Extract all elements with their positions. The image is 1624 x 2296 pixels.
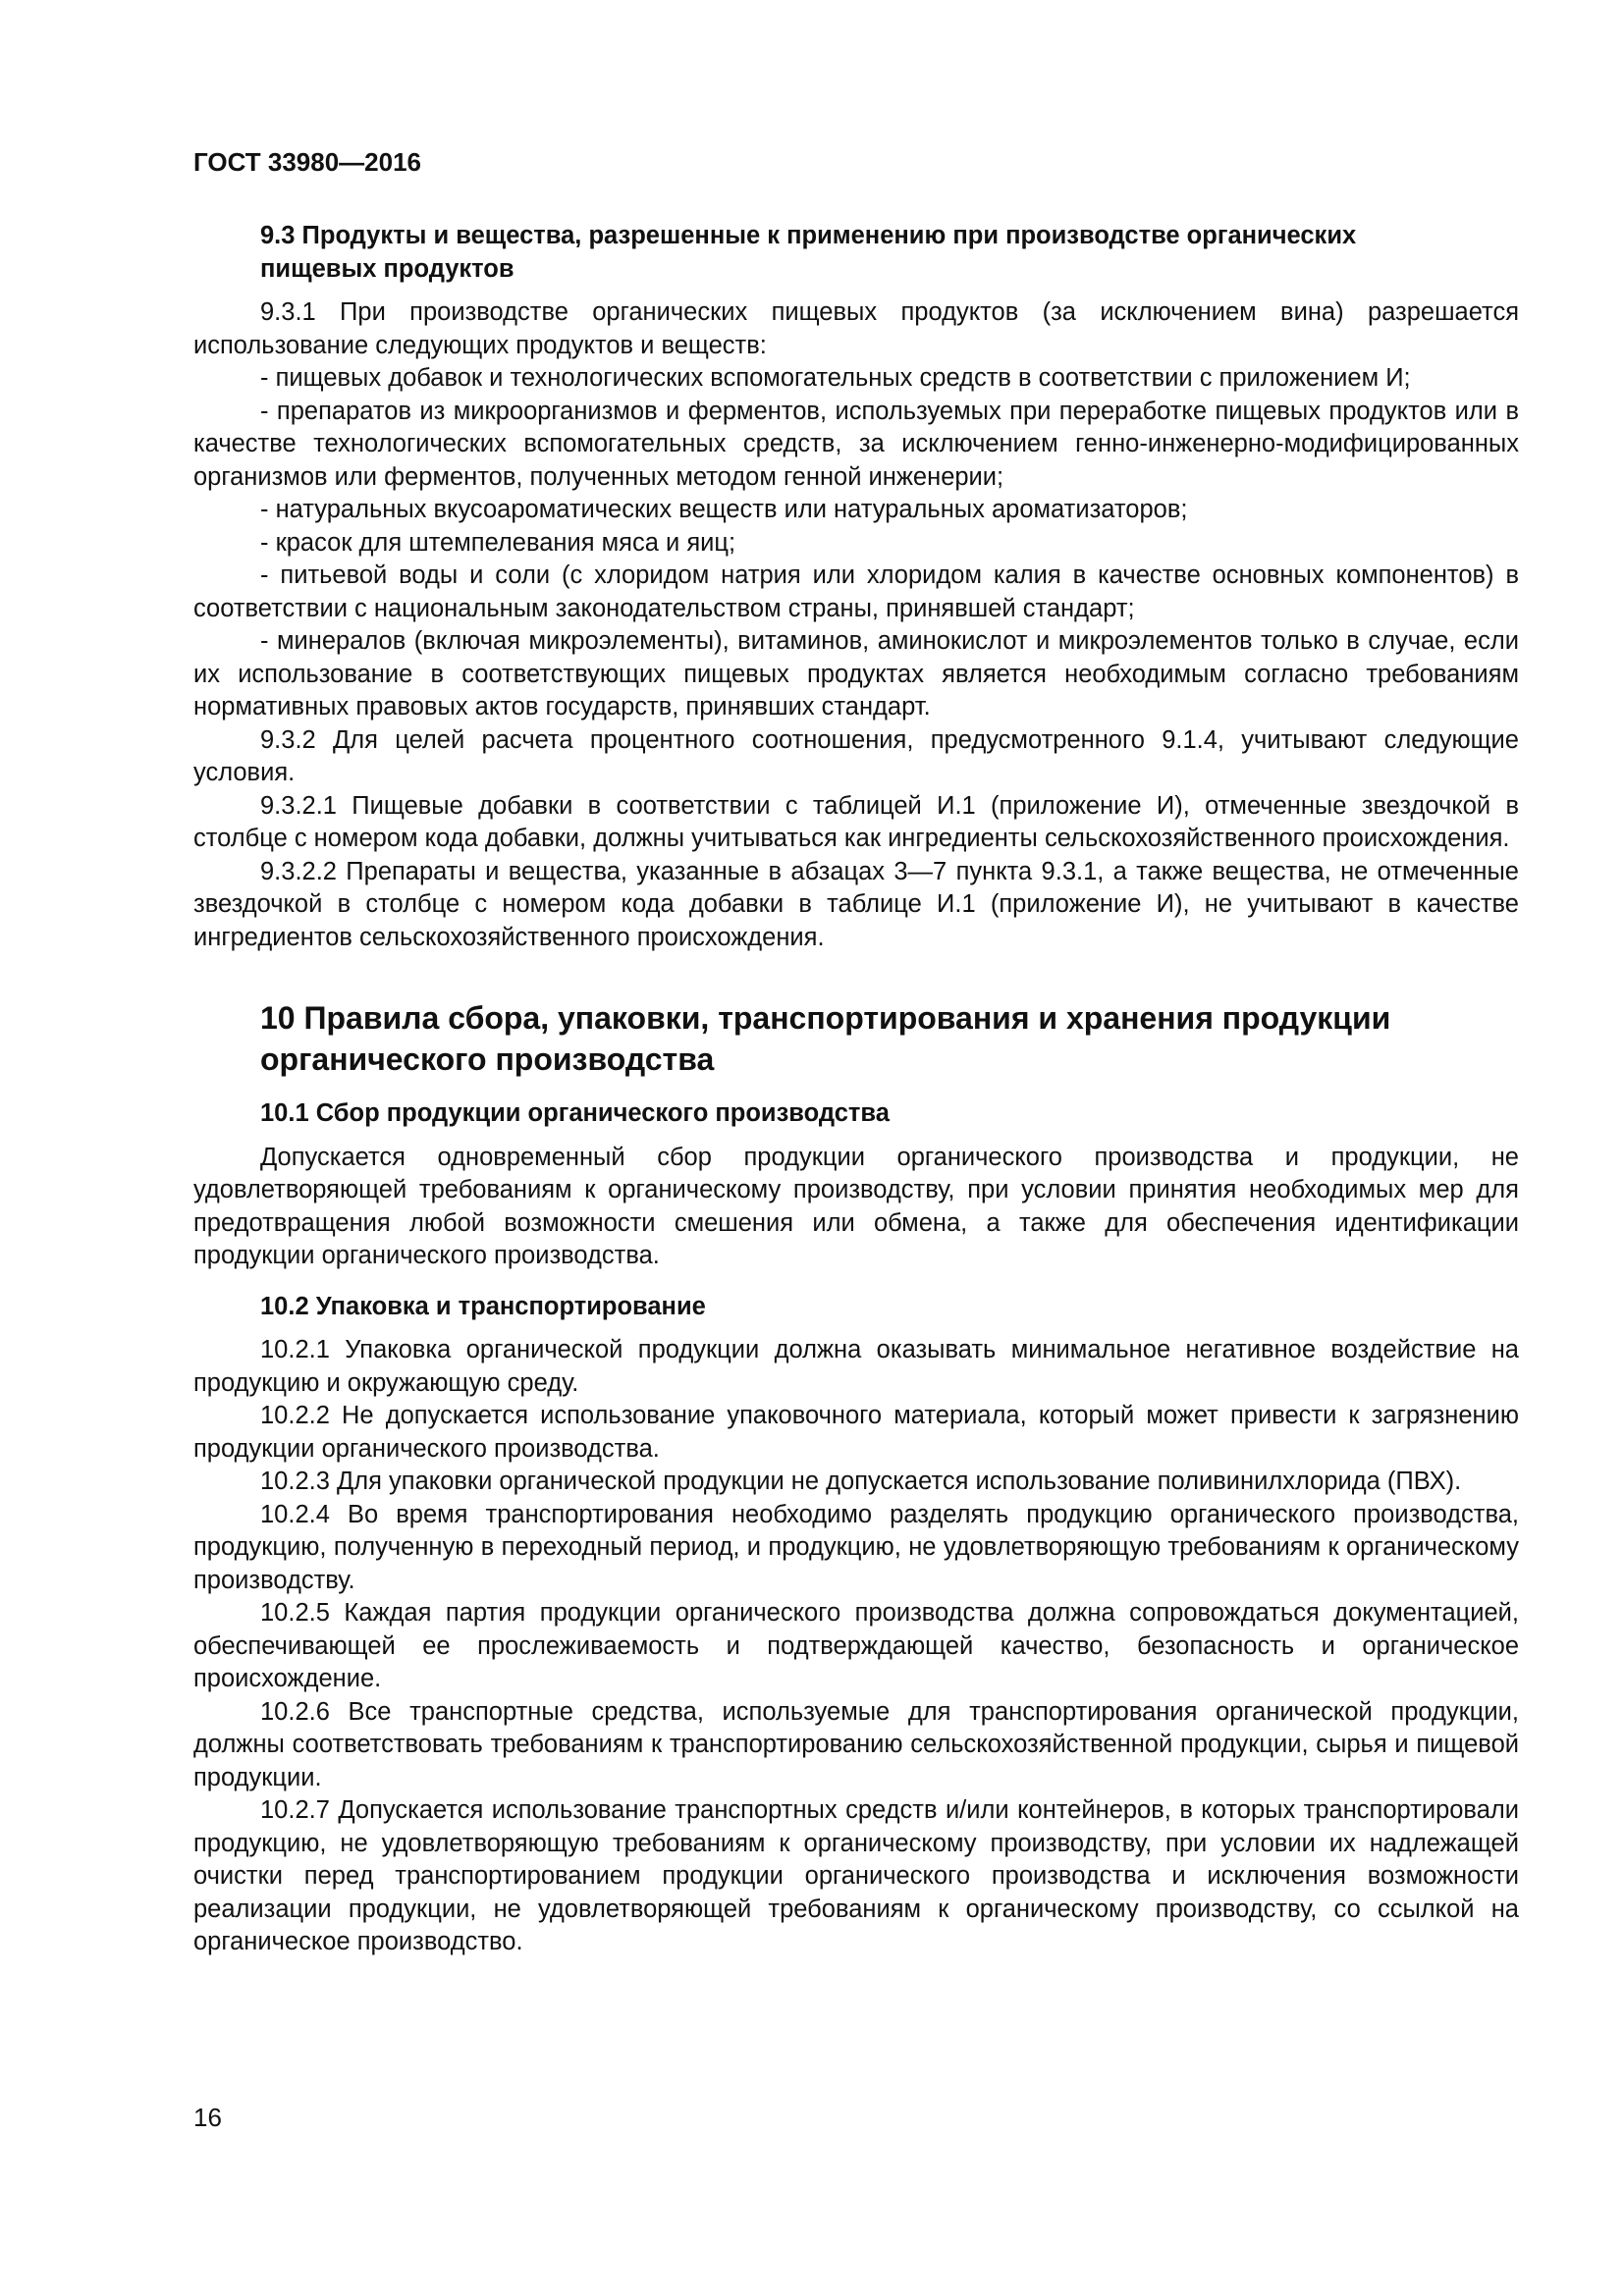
- section-10-1-title: 10.1 Сбор продукции органического производства: [260, 1099, 890, 1127]
- list-item: - пищевых добавок и технологических вспомогательных средств в соответствии с приложением И;: [260, 364, 1411, 392]
- list-item: - минералов (включая микроэлементы), витаминов, аминокислот и микроэлементов только в случае, если их использование в соответствующих пищевых продуктах является необходимым согласно требованиям нормативных правовых актов государств, принявших стандарт.: [193, 627, 1519, 721]
- list-item: - питьевой воды и соли (с хлоридом натрия или хлоридом калия в качестве основных компонентов) в соответствии с национальным законодательством страны, принявшей стандарт;: [193, 561, 1519, 622]
- section-10-title: 10 Правила сбора, упаковки, транспортирования и хранения продукции органического производства: [260, 1000, 1391, 1077]
- paragraph-10-2-5: 10.2.5 Каждая партия продукции органического производства должна сопровождаться документацией, обеспечивающей ее прослеживаемость и подтверждающей качество, безопасность и органическое происхождение.: [193, 1599, 1519, 1692]
- paragraph-9-3-2: 9.3.2 Для целей расчета процентного соотношения, предусмотренного 9.1.4, учитывают следующие условия.: [193, 725, 1519, 786]
- paragraph-10-2-6: 10.2.6 Все транспортные средства, используемые для транспортирования органической продукции, должны соответствовать требованиям к транспортированию сельскохозяйственной продукции, сырья и пищевой продукции.: [193, 1697, 1519, 1791]
- list-item: - красок для штемпелевания мяса и яиц;: [260, 528, 736, 557]
- section-9-3-title: 9.3 Продукты и вещества, разрешенные к применению при производстве органических пищевых продуктов: [260, 222, 1357, 283]
- page-number: 16: [193, 2103, 222, 2132]
- standard-header: ГОСТ 33980—2016: [193, 147, 421, 177]
- document-body: [193, 220, 1519, 1959]
- list-item: - натуральных вкусоароматических веществ или натуральных ароматизаторов;: [260, 496, 1188, 523]
- section-10-2-title: 10.2 Упаковка и транспортирование: [260, 1292, 706, 1320]
- paragraph-9-3-2-2: 9.3.2.2 Препараты и вещества, указанные в абзацах 3—7 пункта 9.3.1, а также вещества, не отмеченные звездочкой в столбце с номером кода добавки в таблице И.1 (приложение И), не учитывают в качестве ингредиентов сельскохозяйственного происхождения.: [193, 857, 1519, 951]
- paragraph-10-2-7: 10.2.7 Допускается использование транспортных средств и/или контейнеров, в которых транспортировали продукцию, не удовлетворяющую требованиям к органическому производству, при условии их надлежащей очистки перед транспортированием продукции органического производства и исключения возможности реализации продукции, не удовлетворяющей требованиям к органическому производству, со ссылкой на органическое производство.: [193, 1796, 1519, 1955]
- paragraph-10-1: Допускается одновременный сбор продукции органического производства и продукции, не удовлетворяющей требованиям к органическому производству, при условии принятия необходимых мер для предотвращения любой возможности смешения или обмена, а также для обеспечения идентификации продукции органического производства.: [193, 1143, 1519, 1269]
- paragraph-10-2-4: 10.2.4 Во время транспортирования необходимо разделять продукцию органического производства, продукцию, полученную в переходный период, и продукцию, не удовлетворяющую требованиям к органическому производству.: [193, 1500, 1519, 1594]
- paragraph-10-2-2: 10.2.2 Не допускается использование упаковочного материала, который может привести к загрязнению продукции органического производства.: [193, 1402, 1519, 1463]
- list-item: - препаратов из микроорганизмов и ферментов, используемых при переработке пищевых продуктов или в качестве технологических вспомогательных средств, за исключением генно-инженерно-модифицированных организмов или ферментов, полученных методом генной инженерии;: [193, 397, 1519, 491]
- paragraph-9-3-1: 9.3.1 При производстве органических пищевых продуктов (за исключением вина) разрешается использование следующих продуктов и веществ:: [193, 298, 1519, 359]
- paragraph-10-2-3: 10.2.3 Для упаковки органической продукции не допускается использование поливинилхлорида (ПВХ).: [260, 1468, 1462, 1495]
- paragraph-10-2-1: 10.2.1 Упаковка органической продукции должна оказывать минимальное негативное воздействие на продукцию и окружающую среду.: [193, 1336, 1519, 1397]
- paragraph-9-3-2-1: 9.3.2.1 Пищевые добавки в соответствии с таблицей И.1 (приложение И), отмеченные звездочкой в столбце с номером кода добавки, должны учитываться как ингредиенты сельскохозяйственного происхождения.: [193, 791, 1519, 852]
